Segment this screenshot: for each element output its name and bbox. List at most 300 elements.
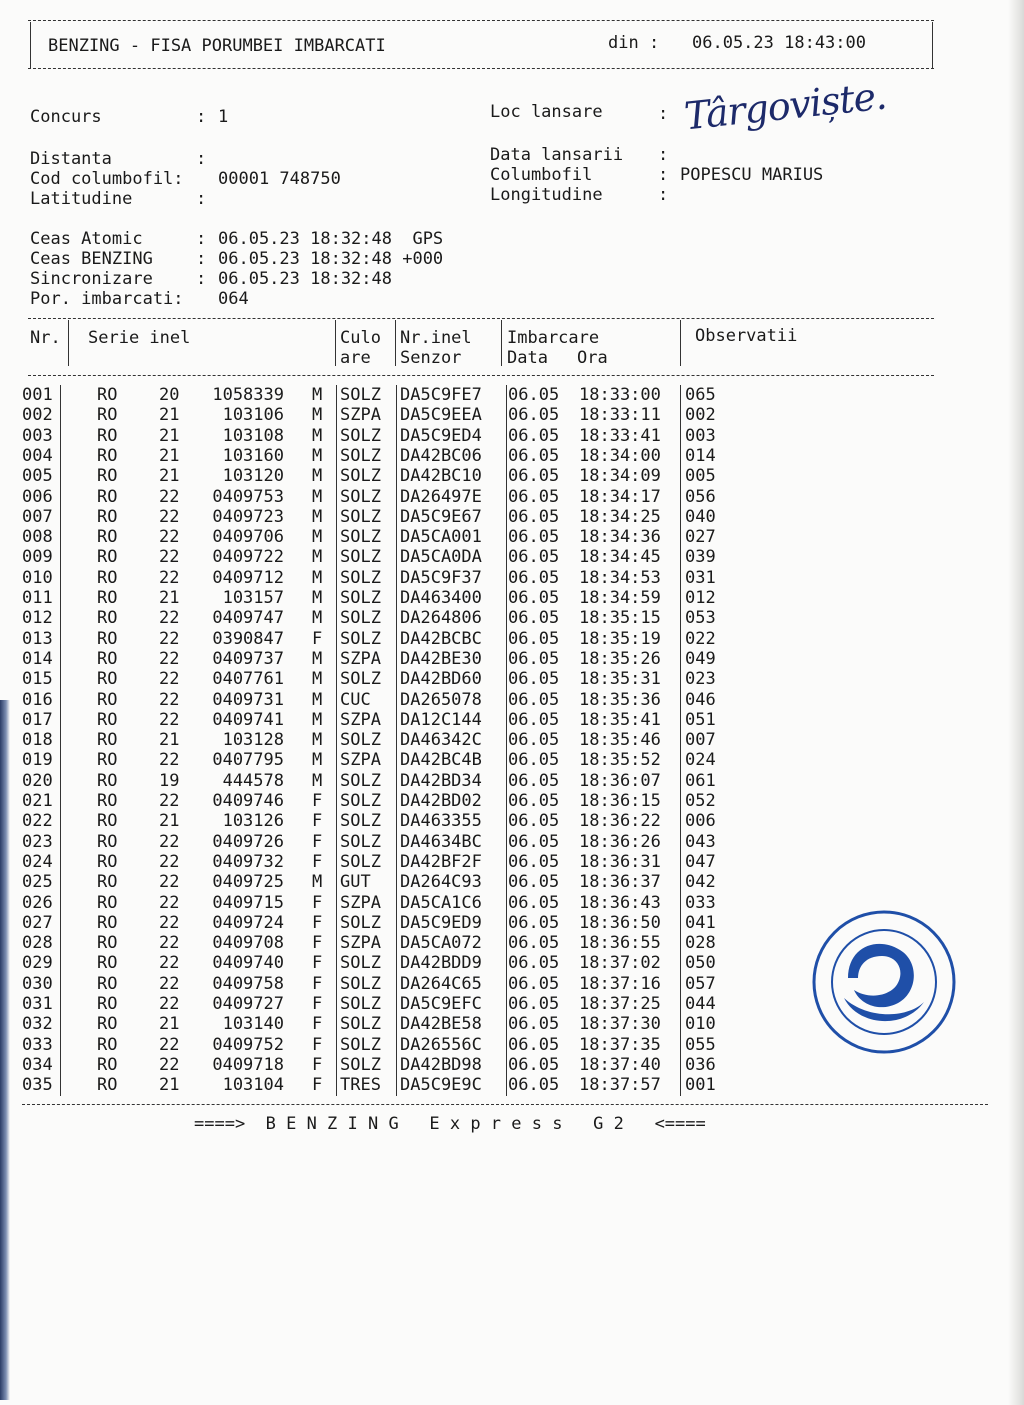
- row-ring-number: 0409741: [212, 709, 284, 730]
- row-country: RO: [97, 933, 118, 954]
- row-divider-nr: [60, 629, 61, 650]
- row-nr: 027: [22, 912, 53, 933]
- row-divider-imbarcare: [680, 527, 681, 548]
- row-sensor: DA42BD02: [400, 791, 482, 811]
- row-color: SOLZ: [340, 588, 381, 608]
- row-sensor: DA5CA001: [400, 527, 482, 548]
- col-header-culoare-1: Culo: [340, 328, 381, 348]
- row-time: 18:35:36: [579, 689, 661, 710]
- row-sex: F: [312, 831, 323, 852]
- row-divider-nr: [60, 527, 61, 548]
- row-country: RO: [97, 608, 118, 629]
- row-divider-imbarcare: [680, 1014, 681, 1035]
- row-divider-nr: [60, 811, 61, 832]
- row-year: 22: [159, 628, 180, 649]
- row-nr: 009: [22, 547, 53, 568]
- row-country: RO: [97, 1054, 118, 1075]
- row-ring-number: 0409726: [212, 831, 284, 852]
- row-sensor: DA42BDD9: [400, 953, 482, 974]
- row-divider-culoare: [396, 649, 397, 670]
- col-header-data: Data: [507, 348, 548, 368]
- row-time: 18:37:02: [579, 953, 661, 974]
- row-nr: 013: [22, 628, 53, 649]
- row-divider-culoare: [396, 771, 397, 792]
- row-divider-culoare: [396, 893, 397, 914]
- row-country: RO: [97, 486, 118, 507]
- row-divider-nr: [60, 913, 61, 934]
- row-color: SOLZ: [340, 669, 381, 690]
- row-country: RO: [97, 730, 118, 751]
- row-time: 18:34:36: [579, 527, 661, 548]
- row-ring-number: 0407795: [212, 750, 284, 771]
- row-divider-nr: [60, 426, 61, 447]
- row-sensor: DA5C9ED9: [400, 912, 482, 933]
- row-color: SZPA: [340, 933, 381, 954]
- row-ring-number: 0409747: [212, 608, 284, 629]
- concurs-value: 1: [218, 107, 229, 127]
- row-time: 18:34:09: [579, 466, 661, 487]
- ceas-benzing-colon: :: [196, 249, 207, 269]
- row-divider-nr: [60, 446, 61, 467]
- row-divider-culoare: [396, 669, 397, 690]
- row-divider-serie: [336, 994, 337, 1015]
- row-divider-senzor: [506, 893, 507, 914]
- row-divider-serie: [336, 832, 337, 853]
- row-ring-number: 0409725: [212, 872, 284, 893]
- row-divider-imbarcare: [680, 1075, 681, 1096]
- row-nr: 029: [22, 953, 53, 974]
- row-nr: 024: [22, 851, 53, 872]
- row-ring-number: 103120: [222, 466, 284, 487]
- row-date: 06.05: [508, 1075, 560, 1096]
- row-divider-serie: [336, 405, 337, 426]
- row-ring-number: 0409758: [212, 973, 284, 994]
- row-color: SOLZ: [340, 791, 381, 811]
- row-date: 06.05: [508, 527, 560, 548]
- data-lansarii-label: Data lansarii: [490, 145, 624, 165]
- row-observation: 027: [685, 527, 716, 548]
- row-divider-senzor: [506, 913, 507, 934]
- row-country: RO: [97, 831, 118, 852]
- row-color: SOLZ: [340, 628, 381, 649]
- row-sex: M: [312, 588, 323, 608]
- loc-lansare-label: Loc lansare: [490, 102, 603, 122]
- row-time: 18:36:22: [579, 811, 661, 832]
- row-divider-culoare: [396, 1035, 397, 1056]
- row-country: RO: [97, 791, 118, 811]
- row-sensor: DA42BD60: [400, 669, 482, 690]
- row-date: 06.05: [508, 953, 560, 974]
- row-color: SOLZ: [340, 466, 381, 487]
- row-divider-nr: [60, 608, 61, 629]
- row-country: RO: [97, 709, 118, 730]
- row-nr: 005: [22, 466, 53, 487]
- table-bottom-rule: [22, 1104, 988, 1105]
- row-nr: 017: [22, 709, 53, 730]
- row-sensor: DA42BC06: [400, 445, 482, 466]
- col-header-senzor: Senzor: [400, 348, 462, 368]
- row-nr: 035: [22, 1075, 53, 1096]
- row-observation: 061: [685, 770, 716, 791]
- row-divider-nr: [60, 974, 61, 995]
- row-divider-serie: [336, 1014, 337, 1035]
- row-country: RO: [97, 567, 118, 588]
- row-divider-serie: [336, 771, 337, 792]
- row-year: 22: [159, 689, 180, 710]
- row-country: RO: [97, 851, 118, 872]
- row-divider-serie: [336, 974, 337, 995]
- row-time: 18:36:43: [579, 892, 661, 913]
- row-date: 06.05: [508, 425, 560, 446]
- row-divider-serie: [336, 852, 337, 873]
- row-year: 20: [159, 385, 180, 405]
- row-sensor: DA5C9EFC: [400, 994, 482, 1014]
- row-country: RO: [97, 445, 118, 466]
- row-divider-senzor: [506, 669, 507, 690]
- row-time: 18:35:46: [579, 730, 661, 751]
- row-sex: F: [312, 628, 323, 649]
- row-date: 06.05: [508, 405, 560, 426]
- row-observation: 023: [685, 669, 716, 690]
- row-year: 21: [159, 425, 180, 446]
- row-divider-imbarcare: [680, 426, 681, 447]
- row-year: 22: [159, 791, 180, 811]
- row-divider-serie: [336, 730, 337, 751]
- row-color: SOLZ: [340, 831, 381, 852]
- row-divider-culoare: [396, 507, 397, 528]
- row-divider-senzor: [506, 1035, 507, 1056]
- row-divider-nr: [60, 953, 61, 974]
- row-nr: 007: [22, 506, 53, 527]
- row-date: 06.05: [508, 791, 560, 811]
- row-sex: M: [312, 770, 323, 791]
- row-date: 06.05: [508, 567, 560, 588]
- row-color: SOLZ: [340, 445, 381, 466]
- row-date: 06.05: [508, 973, 560, 994]
- row-year: 22: [159, 892, 180, 913]
- row-divider-senzor: [506, 690, 507, 711]
- row-observation: 022: [685, 628, 716, 649]
- row-country: RO: [97, 547, 118, 568]
- row-ring-number: 0409712: [212, 567, 284, 588]
- sincronizare-value: 06.05.23 18:32:48: [218, 269, 392, 289]
- row-date: 06.05: [508, 385, 560, 405]
- ceas-benzing-value: 06.05.23 18:32:48 +000: [218, 249, 444, 269]
- row-ring-number: 0409746: [212, 791, 284, 811]
- row-nr: 004: [22, 445, 53, 466]
- row-country: RO: [97, 973, 118, 994]
- row-divider-serie: [336, 547, 337, 568]
- row-divider-culoare: [396, 710, 397, 731]
- row-divider-imbarcare: [680, 487, 681, 508]
- row-divider-senzor: [506, 547, 507, 568]
- distanta-colon: :: [196, 149, 207, 169]
- row-date: 06.05: [508, 1034, 560, 1055]
- row-observation: 044: [685, 994, 716, 1014]
- row-date: 06.05: [508, 506, 560, 527]
- row-divider-serie: [336, 791, 337, 812]
- row-divider-senzor: [506, 426, 507, 447]
- row-observation: 036: [685, 1054, 716, 1075]
- row-sex: F: [312, 1054, 323, 1075]
- row-time: 18:36:07: [579, 770, 661, 791]
- row-time: 18:37:25: [579, 994, 661, 1014]
- row-divider-nr: [60, 872, 61, 893]
- porumbei-imbarcati-label: Por. imbarcati:: [30, 289, 184, 309]
- header-top-rule: [28, 20, 934, 21]
- row-sex: M: [312, 750, 323, 771]
- row-country: RO: [97, 425, 118, 446]
- columbofil-value: POPESCU MARIUS: [680, 165, 824, 185]
- row-divider-serie: [336, 669, 337, 690]
- row-country: RO: [97, 994, 118, 1014]
- row-color: SOLZ: [340, 953, 381, 974]
- row-divider-culoare: [396, 1014, 397, 1035]
- row-sensor: DA42BC4B: [400, 750, 482, 771]
- row-nr: 011: [22, 588, 53, 608]
- row-ring-number: 103106: [222, 405, 284, 426]
- row-observation: 065: [685, 385, 716, 405]
- row-divider-imbarcare: [680, 852, 681, 873]
- row-observation: 052: [685, 791, 716, 811]
- row-time: 18:34:53: [579, 567, 661, 588]
- row-divider-serie: [336, 588, 337, 609]
- row-observation: 003: [685, 425, 716, 446]
- row-divider-nr: [60, 1055, 61, 1076]
- row-divider-culoare: [396, 527, 397, 548]
- row-date: 06.05: [508, 750, 560, 771]
- row-divider-imbarcare: [680, 588, 681, 609]
- print-date-value: 06.05.23 18:43:00: [692, 33, 866, 53]
- row-divider-senzor: [506, 1075, 507, 1096]
- row-sex: M: [312, 527, 323, 548]
- row-divider-senzor: [506, 446, 507, 467]
- row-ring-number: 103140: [222, 1014, 284, 1035]
- row-divider-senzor: [506, 1014, 507, 1035]
- row-divider-serie: [336, 527, 337, 548]
- row-divider-imbarcare: [680, 1055, 681, 1076]
- latitudine-colon: :: [196, 189, 207, 209]
- ceas-atomic-label: Ceas Atomic: [30, 229, 143, 249]
- row-observation: 033: [685, 892, 716, 913]
- row-color: CUC: [340, 689, 371, 710]
- row-sensor: DA42BD34: [400, 770, 482, 791]
- row-observation: 046: [685, 689, 716, 710]
- header-left-border: [30, 22, 31, 68]
- row-time: 18:33:41: [579, 425, 661, 446]
- row-nr: 008: [22, 527, 53, 548]
- row-divider-serie: [336, 426, 337, 447]
- row-date: 06.05: [508, 628, 560, 649]
- row-ring-number: 0409715: [212, 892, 284, 913]
- row-year: 21: [159, 811, 180, 832]
- row-divider-culoare: [396, 487, 397, 508]
- row-divider-imbarcare: [680, 832, 681, 853]
- row-divider-imbarcare: [680, 750, 681, 771]
- row-divider-culoare: [396, 466, 397, 487]
- row-observation: 024: [685, 750, 716, 771]
- row-ring-number: 0409732: [212, 851, 284, 872]
- row-sensor: DA26556C: [400, 1034, 482, 1055]
- row-time: 18:37:57: [579, 1075, 661, 1096]
- row-sex: M: [312, 486, 323, 507]
- row-nr: 001: [22, 385, 53, 405]
- col-header-ora: Ora: [577, 348, 608, 368]
- row-divider-imbarcare: [680, 913, 681, 934]
- row-year: 22: [159, 994, 180, 1014]
- row-divider-nr: [60, 994, 61, 1015]
- row-nr: 022: [22, 811, 53, 832]
- row-sensor: DA5C9E67: [400, 506, 482, 527]
- row-color: SOLZ: [340, 1034, 381, 1055]
- row-ring-number: 0409724: [212, 912, 284, 933]
- row-nr: 019: [22, 750, 53, 771]
- row-divider-nr: [60, 771, 61, 792]
- row-color: SOLZ: [340, 973, 381, 994]
- loc-lansare-colon: :: [658, 104, 669, 124]
- row-sex: M: [312, 608, 323, 629]
- cod-columbofil-value: 00001 748750: [218, 169, 341, 189]
- row-ring-number: 103126: [222, 811, 284, 832]
- row-divider-culoare: [396, 690, 397, 711]
- sincronizare-colon: :: [196, 269, 207, 289]
- row-divider-culoare: [396, 629, 397, 650]
- row-divider-serie: [336, 649, 337, 670]
- row-time: 18:37:40: [579, 1054, 661, 1075]
- table-header-bottom-rule: [28, 375, 934, 376]
- row-divider-serie: [336, 487, 337, 508]
- row-ring-number: 0409722: [212, 547, 284, 568]
- row-year: 22: [159, 608, 180, 629]
- row-year: 22: [159, 953, 180, 974]
- row-divider-nr: [60, 893, 61, 914]
- row-divider-serie: [336, 629, 337, 650]
- row-divider-senzor: [506, 730, 507, 751]
- row-divider-culoare: [396, 791, 397, 812]
- sincronizare-label: Sincronizare: [30, 269, 153, 289]
- row-divider-senzor: [506, 507, 507, 528]
- row-divider-imbarcare: [680, 568, 681, 589]
- row-nr: 033: [22, 1034, 53, 1055]
- row-nr: 015: [22, 669, 53, 690]
- row-country: RO: [97, 385, 118, 405]
- row-ring-number: 0409708: [212, 933, 284, 954]
- row-ring-number: 0407761: [212, 669, 284, 690]
- footer-brand: ====> B E N Z I N G E x p r e s s G 2 <====: [194, 1114, 706, 1134]
- row-divider-imbarcare: [680, 446, 681, 467]
- row-year: 22: [159, 1054, 180, 1075]
- row-color: SOLZ: [340, 851, 381, 872]
- row-nr: 003: [22, 425, 53, 446]
- row-date: 06.05: [508, 689, 560, 710]
- row-divider-senzor: [506, 872, 507, 893]
- row-sensor: DA264806: [400, 608, 482, 629]
- row-time: 18:34:25: [579, 506, 661, 527]
- row-year: 22: [159, 506, 180, 527]
- row-sensor: DA46342C: [400, 730, 482, 751]
- row-divider-culoare: [396, 832, 397, 853]
- row-color: SOLZ: [340, 527, 381, 548]
- row-year: 22: [159, 709, 180, 730]
- row-divider-senzor: [506, 994, 507, 1015]
- row-observation: 010: [685, 1014, 716, 1035]
- background-edge-right: [1008, 0, 1024, 1405]
- columbofil-colon: :: [658, 165, 669, 185]
- row-year: 21: [159, 730, 180, 751]
- row-divider-culoare: [396, 953, 397, 974]
- row-country: RO: [97, 405, 118, 426]
- row-divider-imbarcare: [680, 974, 681, 995]
- row-divider-nr: [60, 649, 61, 670]
- row-sex: F: [312, 973, 323, 994]
- row-sex: F: [312, 1014, 323, 1035]
- row-divider-culoare: [396, 446, 397, 467]
- row-observation: 053: [685, 608, 716, 629]
- row-divider-nr: [60, 710, 61, 731]
- row-divider-senzor: [506, 487, 507, 508]
- row-divider-culoare: [396, 568, 397, 589]
- row-date: 06.05: [508, 608, 560, 629]
- row-divider-imbarcare: [680, 608, 681, 629]
- row-divider-culoare: [396, 405, 397, 426]
- row-date: 06.05: [508, 933, 560, 954]
- row-divider-serie: [336, 1035, 337, 1056]
- row-divider-culoare: [396, 730, 397, 751]
- row-date: 06.05: [508, 1014, 560, 1035]
- row-divider-imbarcare: [680, 385, 681, 406]
- row-divider-imbarcare: [680, 710, 681, 731]
- row-divider-nr: [60, 791, 61, 812]
- row-year: 22: [159, 912, 180, 933]
- longitudine-label: Longitudine: [490, 185, 603, 205]
- row-divider-serie: [336, 893, 337, 914]
- row-date: 06.05: [508, 588, 560, 608]
- row-sex: F: [312, 994, 323, 1014]
- row-time: 18:33:11: [579, 405, 661, 426]
- row-color: SOLZ: [340, 567, 381, 588]
- row-divider-imbarcare: [680, 933, 681, 954]
- row-divider-senzor: [506, 811, 507, 832]
- row-observation: 028: [685, 933, 716, 954]
- col-divider-nr: [68, 320, 69, 366]
- row-divider-serie: [336, 710, 337, 731]
- row-color: SOLZ: [340, 1014, 381, 1035]
- row-divider-senzor: [506, 832, 507, 853]
- row-divider-imbarcare: [680, 1035, 681, 1056]
- row-observation: 039: [685, 547, 716, 568]
- row-sex: F: [312, 953, 323, 974]
- row-divider-culoare: [396, 811, 397, 832]
- row-country: RO: [97, 669, 118, 690]
- row-sensor: DA42BC10: [400, 466, 482, 487]
- row-divider-senzor: [506, 629, 507, 650]
- row-sex: M: [312, 425, 323, 446]
- row-sensor: DA42BF2F: [400, 851, 482, 872]
- col-header-nr-inel: Nr.inel: [400, 328, 472, 348]
- row-ring-number: 0409740: [212, 953, 284, 974]
- row-sensor: DA264C65: [400, 973, 482, 994]
- row-observation: 006: [685, 811, 716, 832]
- row-time: 18:35:19: [579, 628, 661, 649]
- row-time: 18:36:37: [579, 872, 661, 893]
- row-year: 22: [159, 669, 180, 690]
- row-time: 18:37:30: [579, 1014, 661, 1035]
- row-time: 18:35:26: [579, 648, 661, 669]
- row-divider-senzor: [506, 405, 507, 426]
- latitudine-label: Latitudine: [30, 189, 133, 209]
- row-time: 18:36:15: [579, 791, 661, 811]
- row-observation: 005: [685, 466, 716, 487]
